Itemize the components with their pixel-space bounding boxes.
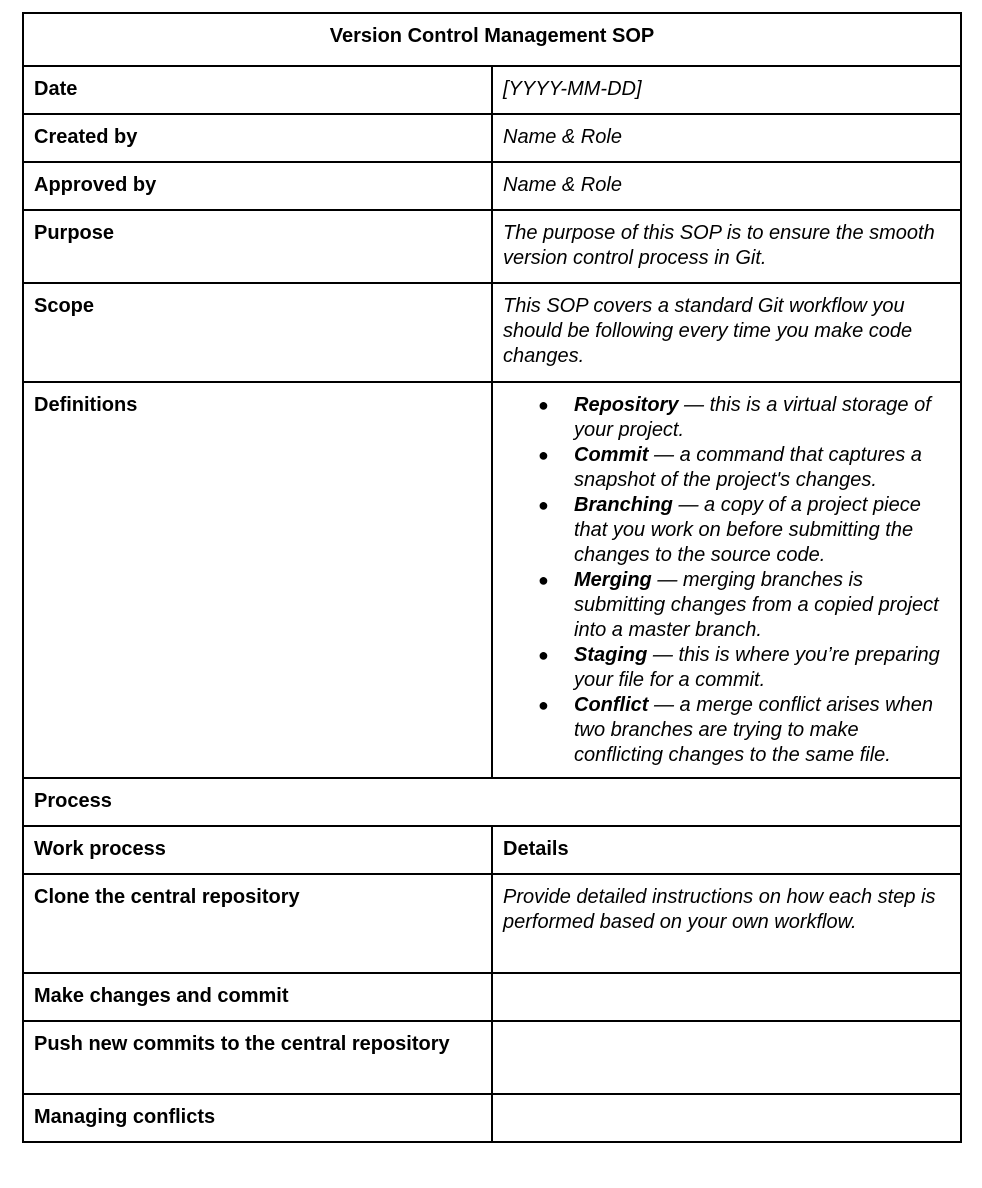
definition-text: — merging branches is submitting changes from a copied project into a master branch. bbox=[574, 569, 939, 641]
step-name: Clone the central repository bbox=[23, 874, 492, 973]
date-label: Date bbox=[23, 66, 492, 114]
definition-text: — a command that captures a snapshot of the project's changes. bbox=[574, 444, 922, 491]
approved-by-value: Name & Role bbox=[492, 162, 961, 210]
step-name: Make changes and commit bbox=[23, 973, 492, 1021]
step-details bbox=[492, 973, 961, 1021]
bullet-icon: ● bbox=[538, 645, 549, 665]
definition-item bbox=[538, 568, 950, 643]
definition-text: — a copy of a project piece that you work on before submitting the changes to the source code. bbox=[574, 494, 921, 566]
created-by-label: Created by bbox=[23, 114, 492, 162]
bullet-icon: ● bbox=[538, 395, 549, 415]
definition-text: — this is a virtual storage of your project. bbox=[574, 394, 931, 441]
approved-by-label: Approved by bbox=[23, 162, 492, 210]
created-by-value: Name & Role bbox=[492, 114, 961, 162]
details-header: Details bbox=[492, 826, 961, 874]
definition-text: — a merge conflict arises when two branches are trying to make conflicting changes to the same file. bbox=[574, 694, 933, 766]
document-title: Version Control Management SOP bbox=[23, 13, 961, 66]
definition-term: Conflict bbox=[574, 694, 649, 716]
definition-item bbox=[538, 443, 950, 493]
step-details bbox=[492, 1094, 961, 1142]
scope-label: Scope bbox=[23, 283, 492, 382]
definitions-label: Definitions bbox=[23, 382, 492, 778]
step-name: Push new commits to the central repository bbox=[23, 1021, 492, 1094]
definition-term: Merging bbox=[574, 569, 652, 591]
bullet-icon: ● bbox=[538, 695, 549, 715]
definition-item bbox=[538, 393, 950, 443]
work-process-header: Work process bbox=[23, 826, 492, 874]
step-details: Provide detailed instructions on how each step is performed based on your own workflow. bbox=[492, 874, 961, 973]
bullet-icon: ● bbox=[538, 495, 549, 515]
bullet-icon: ● bbox=[538, 445, 549, 465]
step-name: Managing conflicts bbox=[23, 1094, 492, 1142]
purpose-label: Purpose bbox=[23, 210, 492, 283]
date-value: [YYYY-MM-DD] bbox=[492, 66, 961, 114]
definition-item bbox=[538, 643, 950, 693]
scope-value: This SOP covers a standard Git workflow you should be following every time you make code changes. bbox=[492, 283, 961, 382]
process-heading: Process bbox=[23, 778, 961, 826]
definitions-list bbox=[503, 393, 950, 768]
definition-term: Staging bbox=[574, 644, 648, 666]
definition-text: — this is where you’re preparing your file for a commit. bbox=[574, 644, 940, 691]
definition-term: Repository bbox=[574, 394, 679, 416]
definition-term: Commit bbox=[574, 444, 649, 466]
sop-table bbox=[22, 12, 962, 1143]
step-details bbox=[492, 1021, 961, 1094]
definition-item bbox=[538, 693, 950, 768]
purpose-value: The purpose of this SOP is to ensure the smooth version control process in Git. bbox=[492, 210, 961, 283]
definition-term: Branching bbox=[574, 494, 673, 516]
bullet-icon: ● bbox=[538, 570, 549, 590]
definition-item bbox=[538, 493, 950, 568]
definitions-cell bbox=[492, 382, 961, 778]
